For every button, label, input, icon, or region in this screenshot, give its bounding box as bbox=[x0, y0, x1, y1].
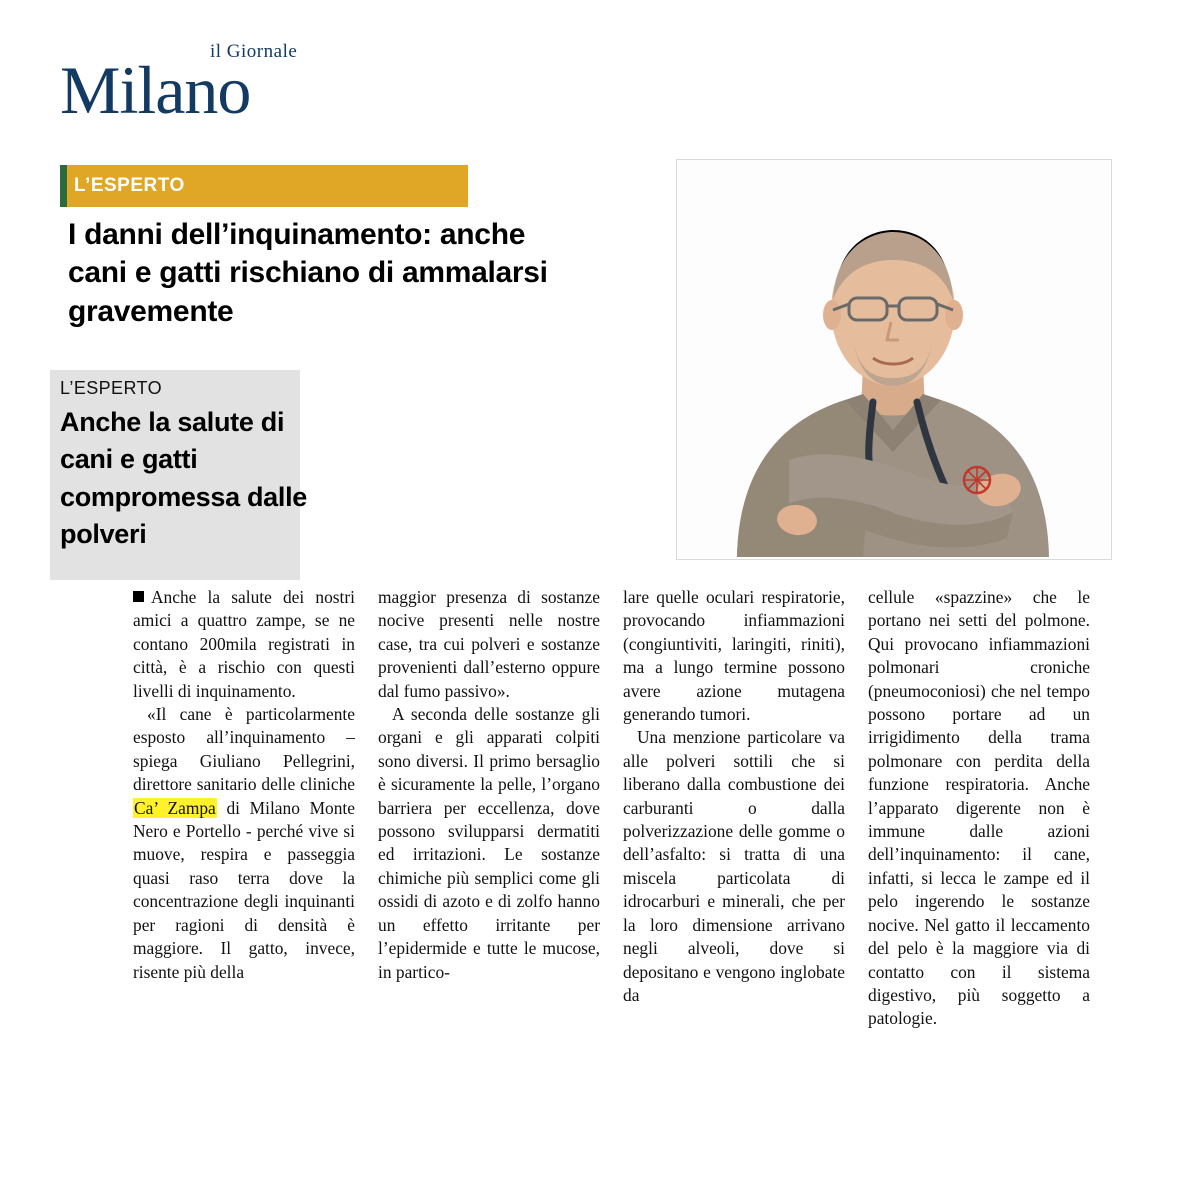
article-column-1 bbox=[133, 586, 355, 1096]
masthead-title: Milano bbox=[60, 52, 251, 128]
article-column-3 bbox=[623, 586, 845, 1096]
paragraph: «Il cane è particolarmente esposto all’inquinamento – spiega Giuliano Pellegrini, direttore sanitario delle cliniche Ca’ Zampa di Milano Monte Nero e Portello - perché vive si muove, respira e passeggia quasi raso terra dove la concentrazione degli inquinanti per ragioni di densità è maggiore. Il gatto, invece, risente più della bbox=[133, 704, 355, 982]
article-photo bbox=[676, 159, 1112, 560]
article-column-4 bbox=[868, 586, 1090, 1096]
highlighted-term: Ca’ Zampa bbox=[134, 797, 216, 818]
page-title: I danni dell’inquinamento: anche cani e gatti rischiano di ammalarsi gravemente bbox=[68, 218, 548, 328]
paragraph: maggior presenza di sostanze nocive presenti nelle nostre case, tra cui polveri e sostanze provenienti dall’esterno oppure dal fumo passivo». bbox=[378, 587, 600, 701]
masthead bbox=[60, 41, 680, 128]
bullet-square-icon bbox=[133, 591, 144, 602]
paragraph: Una menzione particolare va alle polveri sottili che si liberano dalla combustione dei carburanti o dalla polverizzazione delle gomme o dell’asfalto: si tratta di una miscela particolata di idrocarburi e minerali, che per la loro dimensione arrivano negli alveoli, dove si depositano e vengono inglobate da bbox=[623, 727, 845, 1005]
article-column-2 bbox=[378, 586, 600, 1096]
paragraph: cellule «spazzine» che le portano nei setti del polmone. Qui provocano infiammazioni polmonari croniche (pneumoconiosi) che nel tempo possono portare ad un irrigidimento della trama polmonare con perdita della funzione respiratoria. Anche l’apparato digerente non è immune dalle azioni dell’inquinamento: il cane, infatti, si lecca le zampe ed il pelo ingerendo le sostanze nocive. Nel gatto il leccamento del pelo è la maggiore via di contatto con il sistema digestivo, più soggetto a patologie. bbox=[868, 587, 1090, 1029]
article-body bbox=[133, 586, 1113, 1096]
kicker-label: L’ESPERTO bbox=[74, 175, 185, 196]
veterinarian-portrait-illustration bbox=[677, 160, 1109, 557]
paragraph: Anche la salute dei nostri amici a quattro zampe, se ne contano 200mila registrati in città, è a rischio con questi livelli di inquinamento. bbox=[133, 587, 355, 701]
paragraph: lare quelle oculari respiratorie, provocando infiammazioni (congiuntiviti, laringiti, riniti), ma a lungo termine possono avere azione mutagena generando tumori. bbox=[623, 587, 845, 725]
secondary-kicker: L’ESPERTO bbox=[60, 378, 162, 398]
kicker-bar bbox=[60, 165, 468, 207]
kicker-accent-stripe bbox=[60, 165, 67, 207]
secondary-headline: Anche la salute di cani e gatti compromessa dalle polveri bbox=[60, 407, 308, 549]
paragraph: A seconda delle sostanze gli organi e gli apparati colpiti sono diversi. Il primo bersaglio è sicuramente la pelle, l’organo barriera per eccellenza, dove possono svilupparsi dermatiti ed irritazioni. Le sostanze chimiche più semplici come gli ossidi di azoto e di zolfo hanno un effetto irritante per l’epidermide e tutte le mucose, in partico- bbox=[378, 704, 600, 982]
masthead-subtitle: il Giornale bbox=[210, 41, 298, 62]
